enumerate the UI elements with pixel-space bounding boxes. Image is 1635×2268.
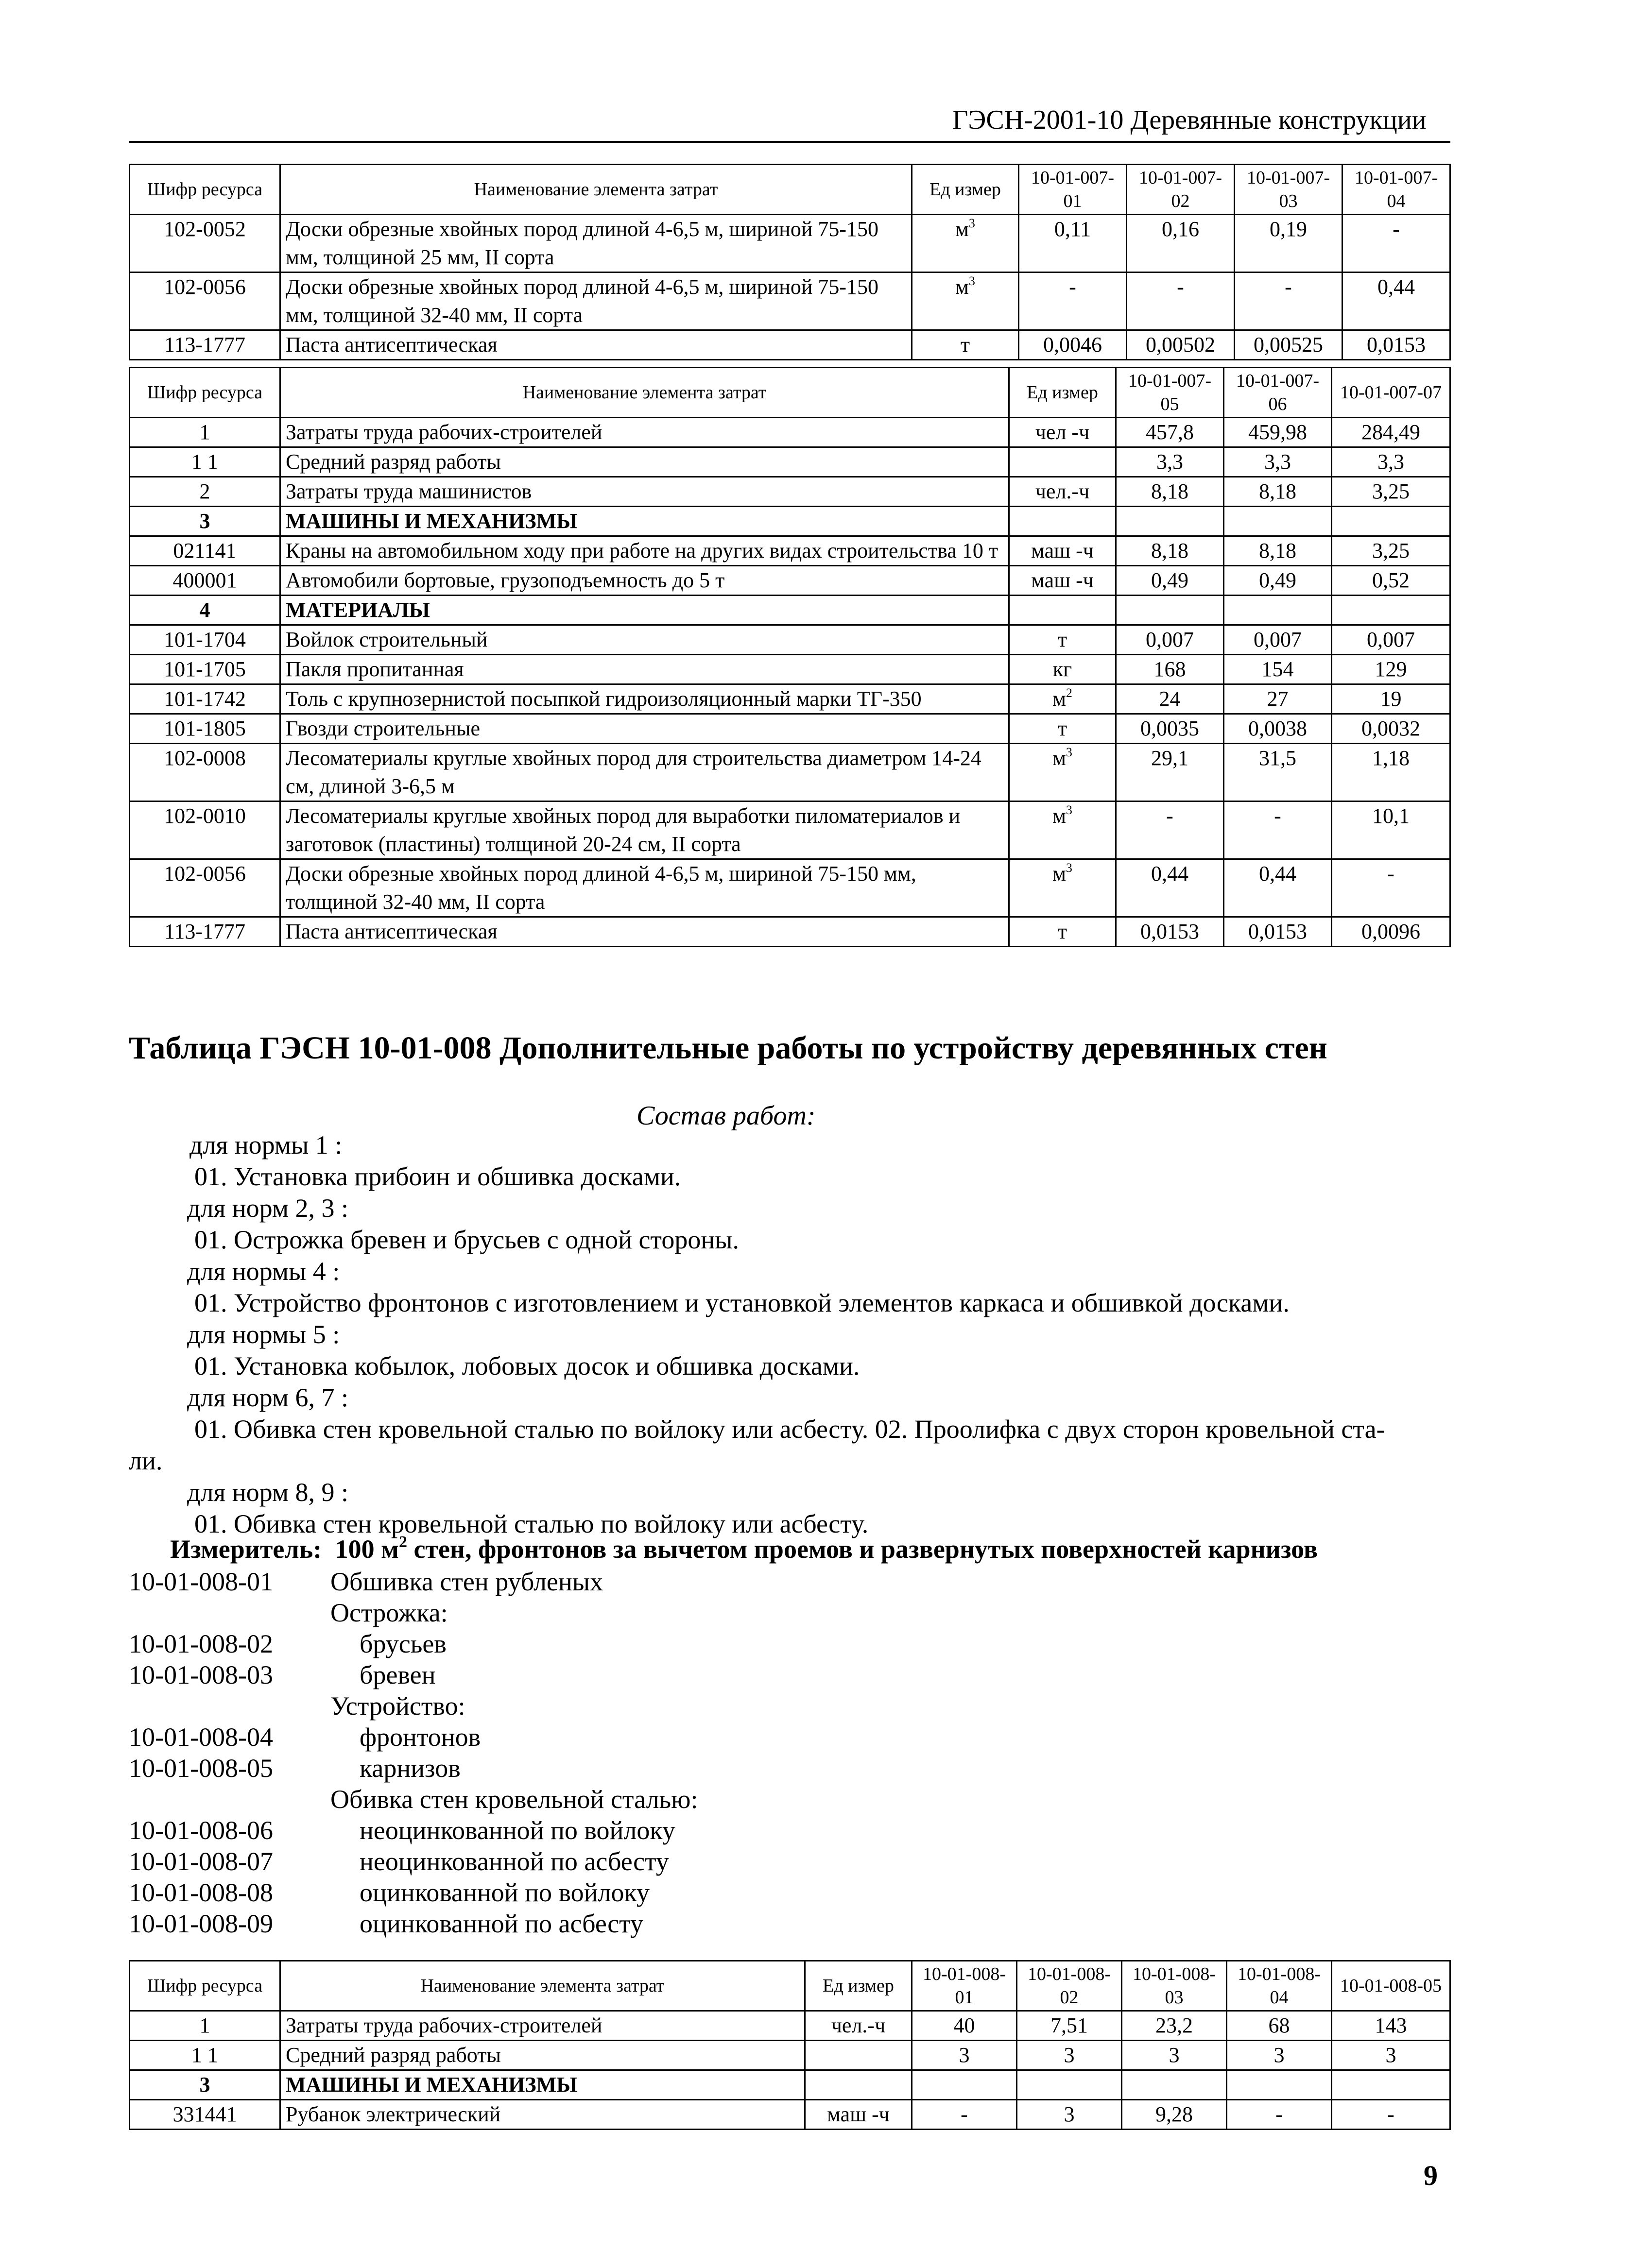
col-header-name: Наименование элемента затрат bbox=[280, 165, 912, 215]
norm-value: 3 bbox=[1122, 2041, 1227, 2070]
norm-description: бревен bbox=[360, 1660, 436, 1689]
norm-group-title: Устройство: bbox=[330, 1691, 465, 1721]
table-section-row bbox=[130, 507, 1450, 536]
table-header-row bbox=[130, 1961, 1450, 2011]
table-row bbox=[130, 744, 1450, 801]
resource-name: Затраты труда машинистов bbox=[280, 477, 1009, 507]
norm-value: 3,3 bbox=[1116, 447, 1224, 477]
norm-value: 23,2 bbox=[1122, 2011, 1227, 2041]
table-row bbox=[130, 714, 1450, 744]
resource-unit: маш -ч bbox=[1009, 536, 1116, 566]
measurer-text: стен, фронтонов за вычетом проемов и развернутых поверхностей карнизов bbox=[407, 1535, 1318, 1564]
measurer-prefix: 100 м bbox=[335, 1535, 399, 1564]
resource-unit bbox=[805, 2041, 912, 2070]
resource-name: Доски обрезные хвойных пород длиной 4-6,5 м, шириной 75-150 мм, толщиной 25 мм, II сорта bbox=[280, 215, 912, 273]
empty-cell bbox=[1009, 596, 1116, 625]
norm-value: 0,007 bbox=[1116, 625, 1224, 655]
empty-cell bbox=[1224, 596, 1332, 625]
norm-value: 284,49 bbox=[1332, 418, 1450, 447]
norm-group-title: Острожка: bbox=[330, 1598, 448, 1627]
norm-value: 143 bbox=[1332, 2011, 1450, 2041]
norm-value: 154 bbox=[1224, 655, 1332, 684]
col-header-norm: 10-01-007-01 bbox=[1019, 165, 1127, 215]
norm-value: 0,0153 bbox=[1342, 330, 1450, 360]
resource-unit: чел -ч bbox=[1009, 418, 1116, 447]
norm-description: неоцинкованной по войлоку bbox=[360, 1816, 675, 1845]
norm-value: - bbox=[1342, 215, 1450, 273]
col-header-norm: 10-01-008-04 bbox=[1227, 1961, 1332, 2011]
norm-value: 0,44 bbox=[1342, 273, 1450, 330]
norm-value: 0,44 bbox=[1224, 859, 1332, 917]
norm-value: 0,007 bbox=[1332, 625, 1450, 655]
resource-unit: $м^3$ bbox=[912, 215, 1019, 273]
col-header-code: Шифр ресурса bbox=[130, 368, 280, 418]
norm-value: 0,0035 bbox=[1116, 714, 1224, 744]
resource-code: 102-0056 bbox=[130, 273, 280, 330]
col-header-norm: 10-01-008-01 bbox=[912, 1961, 1017, 2011]
norm-value: - bbox=[1116, 801, 1224, 859]
norm-value: 8,18 bbox=[1224, 477, 1332, 507]
resource-table-007-05-07 bbox=[129, 367, 1451, 947]
measurer-label: Измеритель: bbox=[170, 1535, 322, 1564]
resource-name: Гвозди строительные bbox=[280, 714, 1009, 744]
table-row bbox=[130, 2041, 1450, 2070]
composition-title: Состав работ: bbox=[637, 1101, 816, 1131]
norm-code: 10-01-008-06 bbox=[129, 1816, 273, 1845]
section-title: МАТЕРИАЛЫ bbox=[280, 596, 1009, 625]
norm-description: неоцинкованной по асбесту bbox=[360, 1847, 669, 1876]
resource-unit: маш -ч bbox=[805, 2100, 912, 2130]
empty-cell bbox=[1116, 596, 1224, 625]
table-row bbox=[130, 418, 1450, 447]
norm-value: 0,00525 bbox=[1235, 330, 1342, 360]
table-row bbox=[130, 684, 1450, 714]
resource-name: Рубанок электрический bbox=[280, 2100, 805, 2130]
norm-value: 0,16 bbox=[1127, 215, 1235, 273]
table-header-row bbox=[130, 165, 1450, 215]
col-header-norm: 10-01-007-04 bbox=[1342, 165, 1450, 215]
norm-value: 3 bbox=[1017, 2100, 1122, 2130]
col-header-norm: 10-01-007-05 bbox=[1116, 368, 1224, 418]
norm-value: 3 bbox=[1332, 2041, 1450, 2070]
table-row bbox=[130, 655, 1450, 684]
resource-code: 113-1777 bbox=[130, 330, 280, 360]
norm-value: 3 bbox=[1017, 2041, 1122, 2070]
section-code: 3 bbox=[130, 507, 280, 536]
col-header-unit: Ед измер bbox=[1009, 368, 1116, 418]
resource-name: Лесоматериалы круглые хвойных пород для выработки пиломатериалов и заготовок (пластины) толщиной 20-24 см, II сорта bbox=[280, 801, 1009, 859]
resource-name: Лесоматериалы круглые хвойных пород для строительства диаметром 14-24 см, длиной 3-6,5 м bbox=[280, 744, 1009, 801]
resource-unit: т bbox=[1009, 625, 1116, 655]
norm-value: - bbox=[1227, 2100, 1332, 2130]
section-code: 3 bbox=[130, 2070, 280, 2100]
resource-code: 1 bbox=[130, 2011, 280, 2041]
resource-name: Краны на автомобильном ходу при работе на других видах строительства 10 т bbox=[280, 536, 1009, 566]
table-row bbox=[130, 2100, 1450, 2130]
norm-description: оцинкованной по асбесту bbox=[360, 1909, 644, 1938]
resource-name: Толь с крупнозернистой посыпкой гидроизоляционный марки ТГ-350 bbox=[280, 684, 1009, 714]
page-number: 9 bbox=[1424, 2160, 1438, 2191]
resource-code: 021141 bbox=[130, 536, 280, 566]
table-row bbox=[130, 477, 1450, 507]
table-row bbox=[130, 625, 1450, 655]
measurer-line bbox=[170, 1534, 1318, 1564]
resource-code: 101-1705 bbox=[130, 655, 280, 684]
norm-value: 1,18 bbox=[1332, 744, 1450, 801]
resource-code: 1 1 bbox=[130, 2041, 280, 2070]
norm-value: 0,49 bbox=[1116, 566, 1224, 596]
resource-unit: т bbox=[1009, 917, 1116, 947]
norm-label: для нормы 5 : bbox=[187, 1320, 340, 1349]
norm-value: 3 bbox=[1227, 2041, 1332, 2070]
norm-label: для норм 8, 9 : bbox=[187, 1478, 349, 1507]
norm-label: для нормы 4 : bbox=[187, 1257, 340, 1286]
norm-value: 8,18 bbox=[1224, 536, 1332, 566]
col-header-norm: 10-01-007-03 bbox=[1235, 165, 1342, 215]
resource-code: 101-1742 bbox=[130, 684, 280, 714]
table-row bbox=[130, 273, 1450, 330]
norm-value: 0,19 bbox=[1235, 215, 1342, 273]
norm-description: брусьев bbox=[360, 1629, 447, 1658]
table-row bbox=[130, 566, 1450, 596]
norm-value: 0,0096 bbox=[1332, 917, 1450, 947]
resource-code: 400001 bbox=[130, 566, 280, 596]
resource-code: 102-0010 bbox=[130, 801, 280, 859]
resource-unit: $м^2$ bbox=[1009, 684, 1116, 714]
resource-name: Пакля пропитанная bbox=[280, 655, 1009, 684]
norm-value: 19 bbox=[1332, 684, 1450, 714]
col-header-unit: Ед измер bbox=[805, 1961, 912, 2011]
resource-code: 2 bbox=[130, 477, 280, 507]
norm-value: 0,0046 bbox=[1019, 330, 1127, 360]
resource-unit: $м^3$ bbox=[1009, 801, 1116, 859]
norm-value: 0,0032 bbox=[1332, 714, 1450, 744]
work-step-continued: ли. bbox=[129, 1446, 163, 1475]
norm-description: фронтонов bbox=[360, 1722, 481, 1752]
norm-label: для нормы 1 : bbox=[189, 1130, 343, 1160]
norm-value: - bbox=[912, 2100, 1017, 2130]
resource-unit: чел.-ч bbox=[1009, 477, 1116, 507]
resource-unit: кг bbox=[1009, 655, 1116, 684]
resource-unit: чел.-ч bbox=[805, 2011, 912, 2041]
norm-value: 0,11 bbox=[1019, 215, 1127, 273]
norm-code: 10-01-008-05 bbox=[129, 1754, 273, 1783]
resource-code: 102-0056 bbox=[130, 859, 280, 917]
work-step: 01. Установка прибоин и обшивка досками. bbox=[194, 1162, 681, 1191]
measurer-sup: 2 bbox=[398, 1533, 407, 1551]
table-row bbox=[130, 801, 1450, 859]
resource-code: 102-0052 bbox=[130, 215, 280, 273]
norm-group-title: Обивка стен кровельной сталью: bbox=[330, 1785, 698, 1814]
table-header-row bbox=[130, 368, 1450, 418]
table-row bbox=[130, 536, 1450, 566]
norm-value: 3,25 bbox=[1332, 536, 1450, 566]
table-row bbox=[130, 215, 1450, 273]
norm-value: - bbox=[1224, 801, 1332, 859]
norm-value: - bbox=[1019, 273, 1127, 330]
norm-value: 0,00502 bbox=[1127, 330, 1235, 360]
col-header-unit: Ед измер bbox=[912, 165, 1019, 215]
norm-value: 27 bbox=[1224, 684, 1332, 714]
col-header-norm: 10-01-007-07 bbox=[1332, 368, 1450, 418]
resource-code: 1 1 bbox=[130, 447, 280, 477]
resource-code: 101-1704 bbox=[130, 625, 280, 655]
resource-code: 1 bbox=[130, 418, 280, 447]
resource-name: Автомобили бортовые, грузоподъемность до 5 т bbox=[280, 566, 1009, 596]
norm-value: - bbox=[1127, 273, 1235, 330]
table-row bbox=[130, 447, 1450, 477]
section-title: Таблица ГЭСН 10-01-008 Дополнительные работы по устройству деревянных стен bbox=[129, 1030, 1327, 1066]
norm-value: 29,1 bbox=[1116, 744, 1224, 801]
norm-value: 0,0153 bbox=[1224, 917, 1332, 947]
resource-unit: $м^3$ bbox=[912, 273, 1019, 330]
empty-cell bbox=[1224, 507, 1332, 536]
resource-code: 102-0008 bbox=[130, 744, 280, 801]
resource-name: Затраты труда рабочих-строителей bbox=[280, 418, 1009, 447]
col-header-norm: 10-01-008-05 bbox=[1332, 1961, 1450, 2011]
col-header-code: Шифр ресурса bbox=[130, 1961, 280, 2011]
table-row bbox=[130, 917, 1450, 947]
norm-value: 459,98 bbox=[1224, 418, 1332, 447]
empty-cell bbox=[805, 2070, 912, 2100]
norm-value: 3,25 bbox=[1332, 477, 1450, 507]
header-rule bbox=[129, 141, 1450, 143]
norm-value: 168 bbox=[1116, 655, 1224, 684]
norm-description: Обшивка стен рубленых bbox=[330, 1567, 603, 1596]
resource-code: 113-1777 bbox=[130, 917, 280, 947]
resource-table-007-01-04 bbox=[129, 164, 1451, 360]
resource-unit: т bbox=[1009, 714, 1116, 744]
norm-value: 0,44 bbox=[1116, 859, 1224, 917]
section-code: 4 bbox=[130, 596, 280, 625]
norm-value: - bbox=[1332, 2100, 1450, 2130]
norm-value: 0,0153 bbox=[1116, 917, 1224, 947]
norm-code: 10-01-008-03 bbox=[129, 1660, 273, 1689]
norm-value: 7,51 bbox=[1017, 2011, 1122, 2041]
norm-value: 0,49 bbox=[1224, 566, 1332, 596]
resource-name: Средний разряд работы bbox=[280, 447, 1009, 477]
resource-unit: $м^3$ bbox=[1009, 859, 1116, 917]
resource-name: Войлок строительный bbox=[280, 625, 1009, 655]
norm-code: 10-01-008-04 bbox=[129, 1722, 273, 1752]
empty-cell bbox=[1332, 2070, 1450, 2100]
norm-value: 24 bbox=[1116, 684, 1224, 714]
norm-description: оцинкованной по войлоку bbox=[360, 1878, 650, 1907]
resource-unit: маш -ч bbox=[1009, 566, 1116, 596]
resource-unit: $м^3$ bbox=[1009, 744, 1116, 801]
resource-name: Средний разряд работы bbox=[280, 2041, 805, 2070]
resource-table-008 bbox=[129, 1960, 1451, 2130]
resource-name: Затраты труда рабочих-строителей bbox=[280, 2011, 805, 2041]
empty-cell bbox=[1116, 507, 1224, 536]
resource-name: Доски обрезные хвойных пород длиной 4-6,5 м, шириной 75-150 мм, толщиной 32-40 мм, II сорта bbox=[280, 273, 912, 330]
norm-value: 3 bbox=[912, 2041, 1017, 2070]
norm-code: 10-01-008-02 bbox=[129, 1629, 273, 1658]
work-step: 01. Установка кобылок, лобовых досок и обшивка досками. bbox=[194, 1351, 860, 1381]
norm-value: 31,5 bbox=[1224, 744, 1332, 801]
col-header-norm: 10-01-008-02 bbox=[1017, 1961, 1122, 2011]
norm-value: 40 bbox=[912, 2011, 1017, 2041]
table-row bbox=[130, 2011, 1450, 2041]
norm-code: 10-01-008-01 bbox=[129, 1567, 273, 1596]
norm-value: 129 bbox=[1332, 655, 1450, 684]
col-header-name: Наименование элемента затрат bbox=[280, 1961, 805, 2011]
work-step: 01. Устройство фронтонов с изготовлением и установкой элементов каркаса и обшивкой досками. bbox=[194, 1288, 1290, 1317]
norm-value: 8,18 bbox=[1116, 536, 1224, 566]
norm-value: 0,0038 bbox=[1224, 714, 1332, 744]
resource-unit bbox=[1009, 447, 1116, 477]
table-section-row bbox=[130, 2070, 1450, 2100]
work-step: 01. Острожка бревен и брусьев с одной стороны. bbox=[194, 1225, 740, 1254]
norm-value: 9,28 bbox=[1122, 2100, 1227, 2130]
norm-value: 3,3 bbox=[1332, 447, 1450, 477]
empty-cell bbox=[1017, 2070, 1122, 2100]
resource-name: Паста антисептическая bbox=[280, 330, 912, 360]
norm-value: 457,8 bbox=[1116, 418, 1224, 447]
norm-value: - bbox=[1235, 273, 1342, 330]
col-header-name: Наименование элемента затрат bbox=[280, 368, 1009, 418]
norm-label: для норм 6, 7 : bbox=[187, 1383, 349, 1412]
col-header-norm: 10-01-007-06 bbox=[1224, 368, 1332, 418]
resource-code: 331441 bbox=[130, 2100, 280, 2130]
running-header: ГЭСН-2001-10 Деревянные конструкции bbox=[952, 105, 1427, 135]
empty-cell bbox=[1227, 2070, 1332, 2100]
col-header-code: Шифр ресурса bbox=[130, 165, 280, 215]
resource-unit: т bbox=[912, 330, 1019, 360]
empty-cell bbox=[1332, 596, 1450, 625]
norm-value: 0,007 bbox=[1224, 625, 1332, 655]
table-row bbox=[130, 330, 1450, 360]
norm-value: 8,18 bbox=[1116, 477, 1224, 507]
work-step: 01. Обивка стен кровельной сталью по войлоку или асбесту. bbox=[194, 1509, 869, 1538]
norm-code: 10-01-008-07 bbox=[129, 1847, 273, 1876]
resource-name: Доски обрезные хвойных пород длиной 4-6,5 м, шириной 75-150 мм, толщиной 32-40 мм, II сорта bbox=[280, 859, 1009, 917]
col-header-norm: 10-01-008-03 bbox=[1122, 1961, 1227, 2011]
table-section-row bbox=[130, 596, 1450, 625]
empty-cell bbox=[1009, 507, 1116, 536]
norm-value: - bbox=[1332, 859, 1450, 917]
norm-value: 3,3 bbox=[1224, 447, 1332, 477]
section-title: МАШИНЫ И МЕХАНИЗМЫ bbox=[280, 2070, 805, 2100]
empty-cell bbox=[912, 2070, 1017, 2100]
resource-code: 101-1805 bbox=[130, 714, 280, 744]
work-step: 01. Обивка стен кровельной сталью по войлоку или асбесту. 02. Проолифка с двух сторон кровельной ста- bbox=[194, 1415, 1385, 1444]
norm-value: 0,52 bbox=[1332, 566, 1450, 596]
norm-value: 68 bbox=[1227, 2011, 1332, 2041]
empty-cell bbox=[1332, 507, 1450, 536]
norm-value: 10,1 bbox=[1332, 801, 1450, 859]
norm-code: 10-01-008-08 bbox=[129, 1878, 273, 1907]
col-header-norm: 10-01-007-02 bbox=[1127, 165, 1235, 215]
table-row bbox=[130, 859, 1450, 917]
norm-label: для норм 2, 3 : bbox=[187, 1194, 349, 1223]
empty-cell bbox=[1122, 2070, 1227, 2100]
norm-description: карнизов bbox=[360, 1754, 461, 1783]
norm-code: 10-01-008-09 bbox=[129, 1909, 273, 1938]
section-title: МАШИНЫ И МЕХАНИЗМЫ bbox=[280, 507, 1009, 536]
resource-name: Паста антисептическая bbox=[280, 917, 1009, 947]
